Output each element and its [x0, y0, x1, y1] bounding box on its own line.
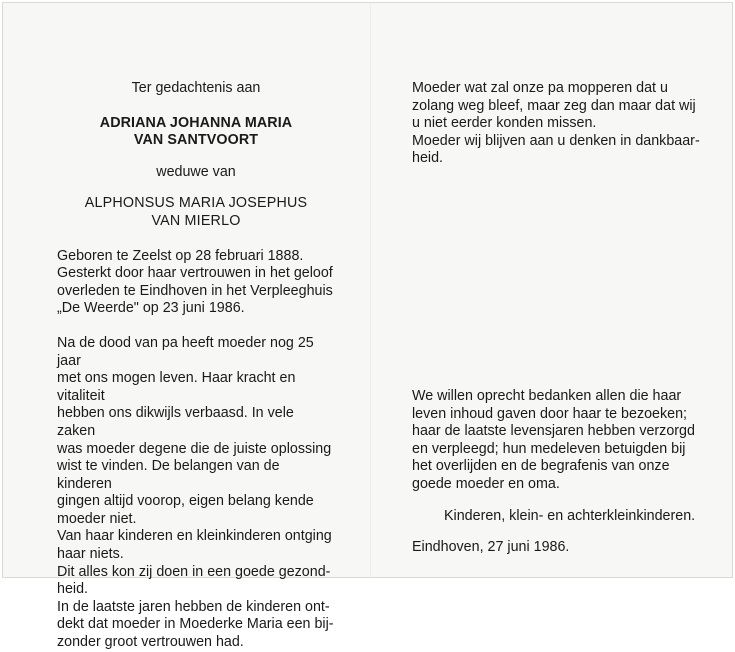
husband-name-line1: ALPHONSUS MARIA JOSEPHUS	[84, 195, 308, 212]
tribute-line: hebben ons dikwijls verbaasd. In vele zaken	[57, 405, 294, 439]
bio-line: Geboren te Zeelst op 28 februari 1888.	[57, 247, 304, 264]
bio-line: Gesterkt door haar vertrouwen in het geloof	[57, 265, 333, 282]
verse-line: Moeder wat zal onze pa mopperen dat u	[412, 80, 668, 96]
place-and-date: Eindhoven, 27 juni 1986.	[412, 539, 570, 556]
intro-text: Ter gedachtenis aan	[131, 80, 261, 96]
tribute-paragraph	[57, 335, 335, 652]
tribute-line: dekt dat moeder in Moederke Maria een bij-	[57, 616, 334, 633]
tribute-line: Van haar kinderen en kleinkinderen ontging	[57, 528, 332, 545]
thanks-line: en verpleegd; hun medeleven betuigden bij	[412, 440, 686, 457]
thanks-block	[412, 388, 712, 557]
deceased-name-line1: ADRIANA JOHANNA MARIA	[99, 114, 293, 131]
deceased-name-line2: VAN SANTVOORT	[133, 132, 259, 149]
tribute-line: zonder groot vertrouwen had.	[57, 634, 244, 651]
card-fold-line	[370, 3, 371, 577]
biography-paragraph	[57, 248, 335, 318]
tribute-line: heid.	[57, 581, 89, 598]
left-panel	[57, 80, 335, 652]
tribute-line: In de laatste jaren hebben de kinderen ont-	[57, 598, 330, 615]
memorial-card	[2, 2, 733, 651]
verse-line: u niet eerder konden missen.	[412, 115, 597, 132]
tribute-line: gingen altijd voorop, eigen belang kende	[57, 493, 314, 510]
husband-name-line2: VAN MIERLO	[151, 212, 241, 229]
thanks-paragraph	[412, 388, 712, 494]
thanks-line: haar de laatste levensjaren hebben verzorgd	[412, 423, 695, 440]
tribute-line: moeder niet.	[57, 510, 137, 527]
thanks-line: leven inhoud gaven door haar te bezoeken;	[412, 405, 688, 422]
verse-line: heid.	[412, 150, 444, 167]
verse-line: Moeder wij blijven aan u denken in dankbaar-	[412, 132, 700, 149]
thanks-line: We willen oprecht bedanken allen die haar	[412, 388, 682, 404]
widow-of-text: weduwe van	[156, 163, 236, 180]
thanks-line: het overlijden en de begrafenis van onze	[412, 458, 670, 475]
tribute-line: haar niets.	[57, 546, 124, 563]
verse-paragraph	[412, 80, 712, 168]
tribute-line: Na de dood van pa heeft moeder nog 25 jaar	[57, 334, 314, 369]
bio-line: „De Weerde" op 23 juni 1986.	[57, 300, 245, 317]
tribute-line: was moeder degene die de juiste oplossing	[57, 440, 332, 457]
bio-line: overleden te Eindhoven in het Verpleeghuis	[57, 282, 333, 299]
verse-line: zolang weg bleef, maar zeg dan maar dat wij	[412, 97, 696, 114]
tribute-line: wist te vinden. De belangen van de kinderen	[57, 458, 280, 492]
tribute-line: met ons mogen leven. Haar kracht en vitaliteit	[57, 370, 296, 404]
family-signature: Kinderen, klein- en achterkleinkinderen.	[444, 507, 696, 524]
tribute-line: Dit alles kon zij doen in een goede gezond-	[57, 563, 331, 580]
thanks-line: goede moeder en oma.	[412, 475, 560, 492]
right-panel	[412, 80, 712, 168]
